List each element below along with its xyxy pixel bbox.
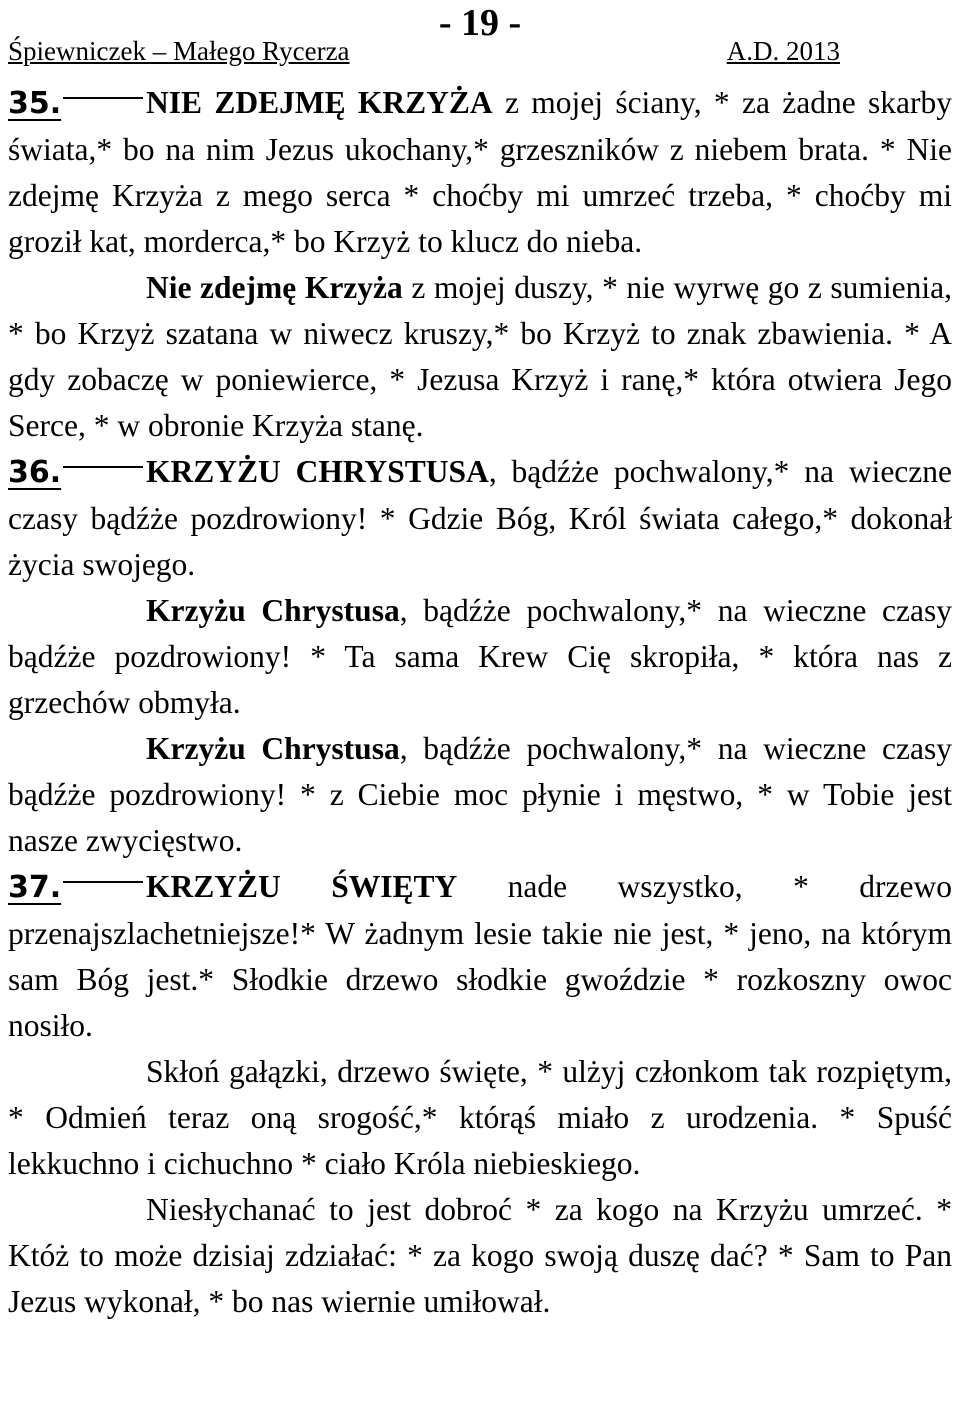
stanza bbox=[8, 1049, 952, 1187]
stanza-text: Niesłychanać to jest dobroć * za kogo na Krzyżu umrzeć. * Któż to może dzisiaj zdziałać: * za kogo swoją duszę dać? * Sam to Pan Jezus wykonał, * bo nas wiernie umiłował. bbox=[8, 1192, 952, 1319]
stanza-text: nade wszystko, * drzewo przenajszlachetniejsze!* W żadnym lesie takie nie jest, * jeno, na którym sam Bóg jest.* Słodkie drzewo słodkie gwoździe * rozkoszny owoc nosiło. bbox=[8, 869, 952, 1043]
stanza bbox=[8, 265, 952, 449]
stanza-text: , bądźże pochwalony,* na wieczne czasy bądźże pozdrowiony! * z Ciebie moc płynie i męstwo, * w Tobie jest nasze zwycięstwo. bbox=[8, 731, 952, 858]
page-number: - 19 - bbox=[438, 2, 522, 44]
stanza bbox=[8, 726, 952, 864]
stanza-text: Skłoń gałązki, drzewo święte, * ulżyj członkom tak rozpiętym, * Odmień teraz oną srogość,* którąś miało z urodzenia. * Spuść lekkuchno i cichuchno * ciało Króla niebieskiego. bbox=[8, 1054, 952, 1181]
running-header bbox=[8, 34, 840, 68]
stanza-text: z mojej duszy, * nie wyrwę go z sumienia, * bo Krzyż szatana w niwecz kruszy,* bo Krzyż to znak zbawienia. * A gdy zobaczę w poniewierce, * Jezusa Krzyż i ranę,* która otwiera Jego Serce, * w obronie Krzyża stanę. bbox=[8, 270, 952, 443]
stanza bbox=[8, 1187, 952, 1325]
song-number: 35. bbox=[8, 81, 146, 127]
stanza-title: KRZYŻU CHRYSTUSA bbox=[146, 454, 489, 489]
song-35 bbox=[8, 80, 952, 449]
song-37 bbox=[8, 864, 952, 1325]
stanza-text: , bądźże pochwalony,* na wieczne czasy bądźże pozdrowiony! * Gdzie Bóg, Król świata całego,* dokonał życia swojego. bbox=[8, 454, 952, 582]
song-number: 37. bbox=[8, 865, 146, 911]
header-title: Śpiewniczek – Małego Rycerza bbox=[8, 36, 350, 66]
stanza bbox=[8, 80, 952, 265]
header-year: A.D. 2013 bbox=[726, 36, 840, 66]
song-number: 36. bbox=[8, 450, 146, 496]
stanza-title: Nie zdejmę Krzyża bbox=[146, 270, 403, 305]
stanza-title: Krzyżu Chrystusa bbox=[146, 731, 400, 766]
stanza-title: Krzyżu Chrystusa bbox=[146, 593, 400, 628]
stanza bbox=[8, 588, 952, 726]
stanza bbox=[8, 864, 952, 1049]
stanza-text: , bądźże pochwalony,* na wieczne czasy bądźże pozdrowiony! * Ta sama Krew Cię skropiła, * która nas z grzechów obmyła. bbox=[8, 593, 952, 720]
stanza-title: NIE ZDEJMĘ KRZYŻA bbox=[146, 85, 493, 120]
song-36 bbox=[8, 449, 952, 864]
stanza bbox=[8, 449, 952, 588]
stanza-text: z mojej ściany, * za żadne skarby świata,* bo na nim Jezus ukochany,* grzeszników z niebem brata. * Nie zdejmę Krzyża z mego serca * choćby mi umrzeć trzeba, * choćby mi groził kat, morderca,* bo Krzyż to klucz do nieba. bbox=[8, 85, 953, 259]
stanza-title: KRZYŻU ŚWIĘTY bbox=[146, 869, 458, 904]
page-content bbox=[8, 80, 952, 1325]
